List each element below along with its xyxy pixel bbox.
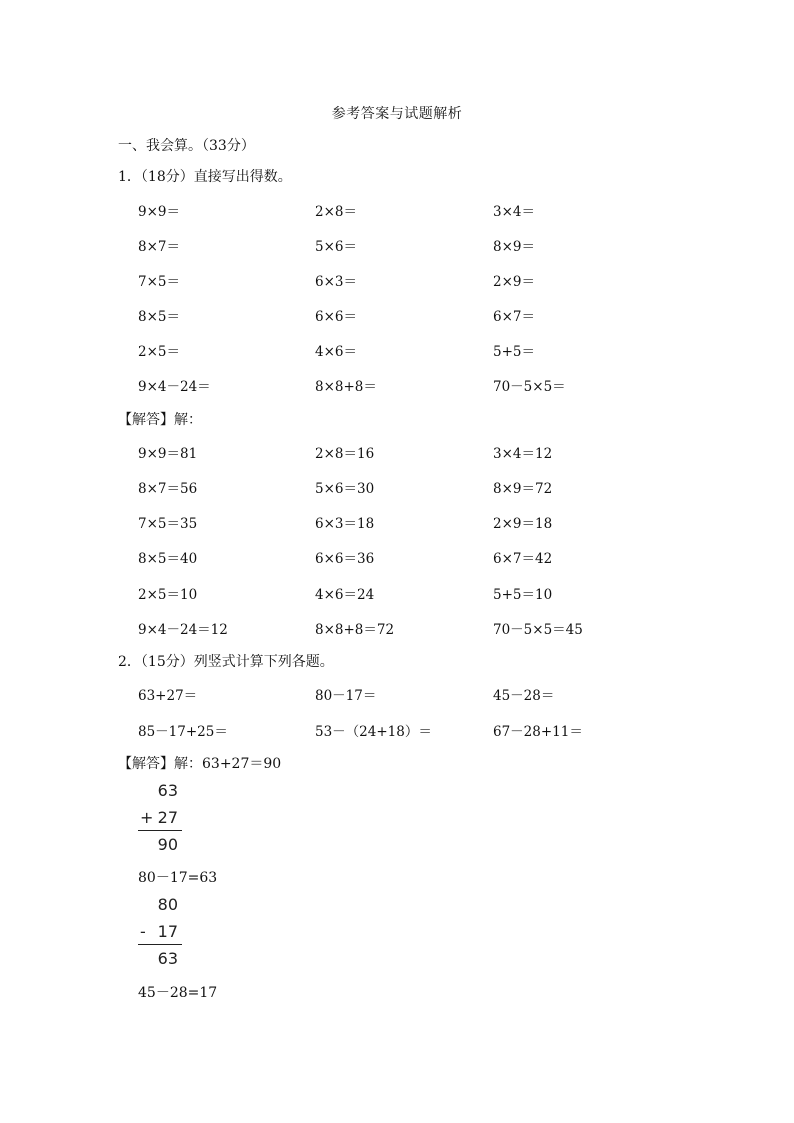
answer-cell: 5+5＝10 [493,587,553,603]
answer-cell: 6×6＝36 [315,551,375,567]
problem-cell: 67－28+11＝ [493,724,583,740]
answer-cell: 3×4＝12 [493,446,553,462]
problem-cell: 9×4－24＝ [138,379,211,395]
answer-line: 80－17=63 [138,870,218,886]
problem-cell: 6×6＝ [315,309,357,325]
answer-line: 45－28=17 [138,985,218,1001]
vertical-operand-row [138,918,182,945]
problem-cell: 2×8＝ [315,204,357,220]
answer-cell: 7×5＝35 [138,516,198,532]
problem-cell: 6×7＝ [493,309,535,325]
answer-cell: 2×8＝16 [315,446,375,462]
problem-cell: 8×9＝ [493,239,535,255]
answer-cell: 9×4－24＝12 [138,622,228,638]
vertical-calculation [138,777,182,858]
problem-cell: 8×5＝ [138,309,180,325]
answer-cell: 4×6＝24 [315,587,375,603]
answer-cell: 6×7＝42 [493,551,553,567]
vertical-calculation [138,891,182,972]
answer-cell: 8×8+8＝72 [315,622,395,638]
vertical-operand-row [138,804,182,831]
answer-cell: 8×9＝72 [493,481,553,497]
problem-cell: 45－28＝ [493,688,555,704]
problem-cell: 63+27＝ [138,688,198,704]
vertical-top-number: 80 [157,895,178,914]
problem-cell: 4×6＝ [315,344,357,360]
problem-cell: 8×7＝ [138,239,180,255]
answer-cell: 6×3＝18 [315,516,375,532]
problem-cell: 5×6＝ [315,239,357,255]
question-1-heading: 1．（18分）直接写出得数。 [118,169,292,185]
problem-cell: 53－（24+18）＝ [315,724,432,740]
q2-answer-label: 【解答】解：63+27＝90 [118,756,282,772]
problem-cell: 9×9＝ [138,204,180,220]
operator-sign: - [140,922,146,941]
vertical-second-number: 27 [157,808,178,827]
vertical-top-number: 63 [157,781,178,800]
answer-cell: 5×6＝30 [315,481,375,497]
page-title: 参考答案与试题解析 [331,106,463,122]
vertical-second-number: 17 [157,922,178,941]
problem-cell: 80－17＝ [315,688,377,704]
vertical-result: 90 [157,835,178,854]
problem-cell: 2×9＝ [493,274,535,290]
problem-cell: 5+5＝ [493,344,535,360]
problem-cell: 2×5＝ [138,344,180,360]
q1-answer-label: 【解答】解： [118,412,202,428]
problem-cell: 6×3＝ [315,274,357,290]
problem-cell: 85－17+25＝ [138,724,228,740]
problem-cell: 7×5＝ [138,274,180,290]
question-2-heading: 2．（15分）列竖式计算下列各题。 [118,654,334,670]
answer-cell: 8×5＝40 [138,551,198,567]
vertical-result: 63 [157,949,178,968]
answer-cell: 9×9＝81 [138,446,198,462]
section-heading: 一、我会算。（33分） [118,138,255,154]
problem-cell: 70－5×5＝ [493,379,566,395]
answer-cell: 2×9＝18 [493,516,553,532]
problem-cell: 3×4＝ [493,204,535,220]
answer-cell: 70－5×5＝45 [493,622,583,638]
operator-sign: + [140,808,154,827]
problem-cell: 8×8+8＝ [315,379,377,395]
answer-cell: 8×7＝56 [138,481,198,497]
answer-cell: 2×5＝10 [138,587,198,603]
